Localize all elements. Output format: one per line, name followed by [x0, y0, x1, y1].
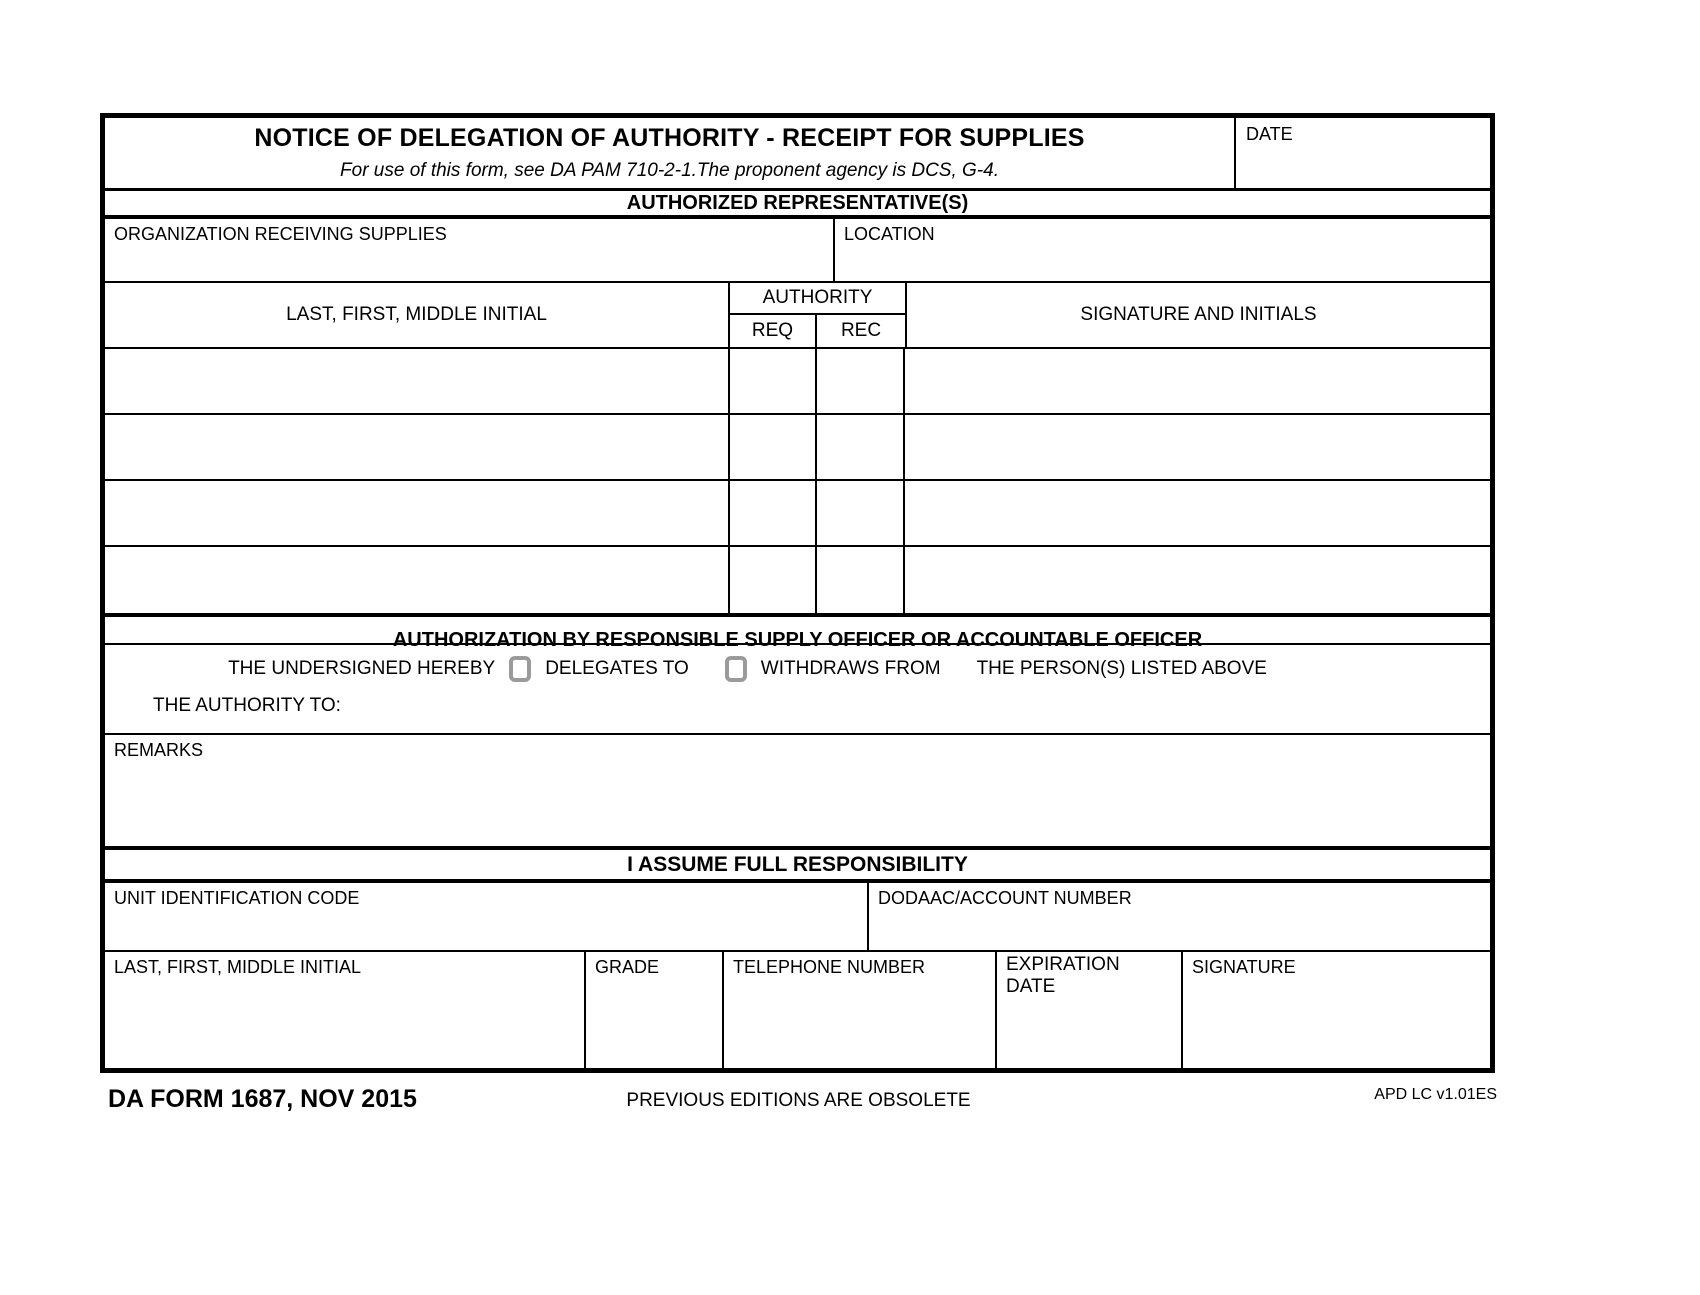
req-cell[interactable]: [730, 481, 817, 545]
telephone-field[interactable]: [724, 952, 997, 1068]
table-row: [105, 349, 1490, 415]
delegates-checkbox[interactable]: [509, 656, 531, 682]
remarks-label: REMARKS: [114, 740, 204, 760]
apd-version: APD LC v1.01ES: [1374, 1086, 1497, 1103]
section1-header: AUTHORIZED REPRESENTATIVE(S): [626, 191, 969, 214]
form-title: NOTICE OF DELEGATION OF AUTHORITY - RECEIPT FOR SUPPLIES: [254, 124, 1085, 152]
req-cell[interactable]: [730, 547, 817, 613]
dodaac-label: DODAAC/ACCOUNT NUMBER: [878, 888, 1132, 908]
authority-to-label: THE AUTHORITY TO:: [153, 695, 341, 716]
section2-header: AUTHORIZATION BY RESPONSIBLE SUPPLY OFFICER OR ACCOUNTABLE OFFICER: [392, 629, 1203, 651]
table-row: [105, 415, 1490, 481]
delegates-label: DELEGATES TO: [545, 658, 689, 679]
telephone-label: TELEPHONE NUMBER: [733, 957, 926, 977]
signature-cell[interactable]: [905, 415, 1490, 479]
representatives-table-header: [105, 283, 1490, 349]
uic-label: UNIT IDENTIFICATION CODE: [114, 888, 360, 908]
section3-header: I ASSUME FULL RESPONSIBILITY: [627, 852, 968, 876]
authority-subheaders: [730, 315, 905, 347]
signature-cell[interactable]: [905, 349, 1490, 413]
expiration-date-field[interactable]: [997, 952, 1183, 1068]
signature-cell[interactable]: [905, 481, 1490, 545]
officer-name-label: LAST, FIRST, MIDDLE INITIAL: [114, 957, 362, 977]
org-location-row: [105, 219, 1490, 283]
undersigned-text: THE UNDERSIGNED HEREBY: [228, 658, 496, 679]
name-cell[interactable]: [105, 349, 730, 413]
rec-header: REC: [840, 320, 882, 341]
uic-field[interactable]: [105, 883, 869, 950]
date-label: DATE: [1246, 124, 1293, 144]
section-authorized-representatives: [105, 191, 1490, 219]
form-footer: [100, 1085, 1497, 1125]
title-row: [105, 118, 1490, 191]
name-cell[interactable]: [105, 481, 730, 545]
officer-signature-label: SIGNATURE: [1192, 957, 1296, 977]
rec-cell[interactable]: [817, 547, 905, 613]
table-row: [105, 547, 1490, 613]
rec-cell[interactable]: [817, 481, 905, 545]
signature-cell[interactable]: [905, 547, 1490, 613]
form-title-block: [105, 118, 1234, 188]
name-cell[interactable]: [105, 547, 730, 613]
rec-cell[interactable]: [817, 349, 905, 413]
req-cell[interactable]: [730, 349, 817, 413]
remarks-field[interactable]: [105, 735, 1490, 850]
authority-column-group: [730, 283, 907, 347]
withdraws-label: WITHDRAWS FROM: [760, 658, 941, 679]
delegation-choice-line: [105, 649, 1490, 689]
officer-signature-field[interactable]: [1183, 952, 1490, 1068]
name-column-header: LAST, FIRST, MIDDLE INITIAL: [105, 283, 730, 347]
req-header: REQ: [730, 315, 817, 347]
withdraws-checkbox[interactable]: [725, 656, 747, 682]
location-field[interactable]: [835, 219, 1490, 281]
officer-name-field[interactable]: [105, 952, 586, 1068]
signature-column-header: SIGNATURE AND INITIALS: [1080, 304, 1317, 325]
name-cell[interactable]: [105, 415, 730, 479]
grade-label: GRADE: [595, 957, 660, 977]
table-row: [105, 481, 1490, 547]
location-label: LOCATION: [844, 224, 935, 244]
rec-cell[interactable]: [817, 415, 905, 479]
form-number: DA FORM 1687, NOV 2015: [108, 1085, 417, 1113]
authorization-section: [105, 613, 1490, 735]
organization-label: ORGANIZATION RECEIVING SUPPLIES: [114, 224, 447, 244]
expiration-date-label: EXPIRATION DATE: [1006, 954, 1120, 997]
section-assume-responsibility: [105, 850, 1490, 883]
dodaac-field[interactable]: [869, 883, 1490, 950]
authority-header: AUTHORITY: [730, 283, 905, 315]
responsible-officer-row: [105, 952, 1490, 1068]
uic-dodaac-row: [105, 883, 1490, 952]
form-subtitle: For use of this form, see DA PAM 710-2-1.The proponent agency is DCS, G-4.: [340, 160, 999, 181]
obsolete-notice: PREVIOUS EDITIONS ARE OBSOLETE: [626, 1090, 971, 1111]
persons-listed-text: THE PERSON(S) LISTED ABOVE: [976, 658, 1267, 679]
da-form-1687: [100, 113, 1495, 1073]
req-cell[interactable]: [730, 415, 817, 479]
date-field[interactable]: [1234, 118, 1490, 188]
authorization-title-row: [105, 617, 1490, 651]
grade-field[interactable]: [586, 952, 724, 1068]
organization-field[interactable]: [105, 219, 835, 281]
